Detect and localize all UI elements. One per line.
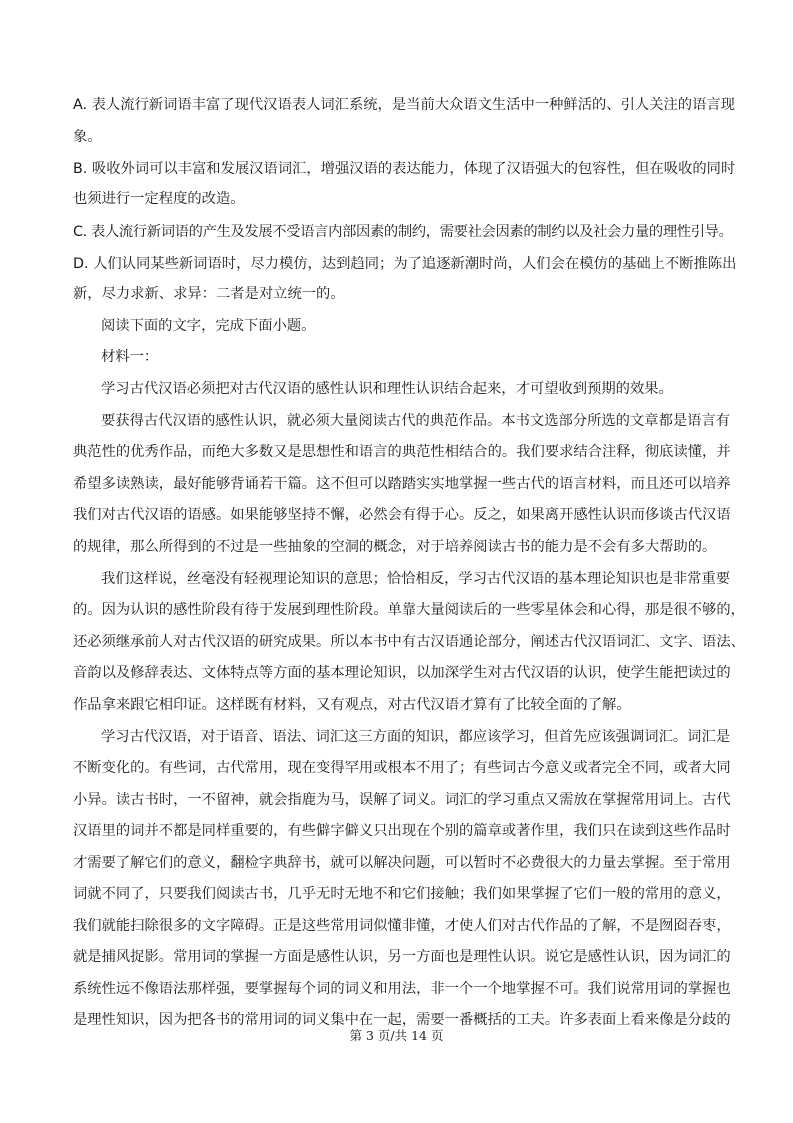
option-a-line-2: 象。 <box>73 129 102 145</box>
paragraph-4-line-9: 系统性远不像语法那样强，要掌握每个词的词义和用法，非一个一个地掌握不可。我们说常用词的掌握也 <box>73 981 731 997</box>
option-d-line-1: D. 人们认同某些新词语时，尽力模仿，达到趋同；为了追逐新潮时尚，人们会在模仿的基础上不断推陈出 <box>73 256 737 272</box>
option-a-line-1: A. 表人流行新词语丰富了现代汉语表人词汇系统，是当前大众语文生活中一种鲜活的、引人关注的语言现 <box>73 97 735 113</box>
paragraph-1-line-1: 学习古代汉语必须把对古代汉语的感性认识和理性认识结合起来，才可望收到预期的效果。 <box>101 381 673 397</box>
paragraph-4-line-6: 词就不同了，只要我们阅读古书，几乎无时无地不和它们接触；我们如果掌握了它们一般的常用的意义， <box>73 886 731 902</box>
paragraph-4-line-7: 我们就能扫除很多的文字障碍。正是这些常用词似懂非懂，才使人们对古代作品的了解，不是囫囵吞枣， <box>73 918 731 934</box>
paragraph-3-line-3: 还必须继承前人对古代汉语的研究成果。所以本书中有古汉语通论部分，阐述古代汉语词汇、文字、语法、 <box>73 634 745 650</box>
paragraph-4-line-5: 才需要了解它们的意义，翻检字典辞书，就可以解决问题，可以暂时不必费很大的力量去掌握。至于常用 <box>73 855 731 871</box>
paragraph-4-line-2: 不断变化的。有些词，古代常用，现在变得罕用或根本不用了；有些词古今意义或者完全不同，或者大同 <box>73 760 731 776</box>
paragraph-4-line-3: 小异。读古书时，一不留神，就会指鹿为马，误解了词义。词汇的学习重点又需放在掌握常用词上。古代 <box>73 792 731 808</box>
material-label: 材料一： <box>101 349 159 365</box>
paragraph-2-line-3: 希望多读熟读，最好能够背诵若干篇。这不但可以踏踏实实地掌握一些古代的语言材料，而且还可以培养 <box>73 476 731 492</box>
paragraph-4-line-8: 就是捕风捉影。常用词的掌握一方面是感性认识，另一方面也是理性认识。说它是感性认识，因为词汇的 <box>73 949 731 965</box>
paragraph-3-line-4: 音韵以及修辞表达、文体特点等方面的基本理论知识，以加深学生对古代汉语的认识，使学生能把读过的 <box>73 665 731 681</box>
paragraph-3-line-2: 的。因为认识的感性阶段有待于发展到理性阶段。单靠大量阅读后的一些零星体会和心得，那是很不够的， <box>73 602 745 618</box>
paragraph-2-line-1: 要获得古代汉语的感性认识，就必须大量阅读古代的典范作品。本书文选部分所选的文章都是语言有 <box>101 413 731 429</box>
paragraph-4-line-1: 学习古代汉语，对于语音、语法、词汇这三方面的知识，都应该学习，但首先应该强调词汇。词汇是 <box>101 729 731 745</box>
option-b-line-1: B. 吸收外词可以丰富和发展汉语词汇，增强汉语的表达能力，体现了汉语强大的包容性，但在吸收的同时 <box>73 161 736 177</box>
paragraph-2-line-5: 的规律，那么所得到的不过是一些抽象的空洞的概念，对于培养阅读古书的能力是不会有多大帮助的。 <box>73 539 717 555</box>
option-c-line-1: C. 表人流行新词语的产生及发展不受语言内部因素的制约，需要社会因素的制约以及社会力量的理性引导。 <box>73 224 733 240</box>
page-footer: 第 3 页/共 14 页 <box>349 1028 444 1043</box>
paragraph-4-line-4: 汉语里的词并不都是同样重要的，有些僻字僻义只出现在个别的篇章或著作里，我们只在读到这些作品时 <box>73 823 731 839</box>
option-b-line-2: 也须进行一定程度的改造。 <box>73 191 245 207</box>
paragraph-3-line-5: 作品拿来跟它相印证。这样既有材料，又有观点，对古代汉语才算有了比较全面的了解。 <box>73 697 631 713</box>
option-d-line-2: 新，尽力求新、求异：二者是对立统一的。 <box>73 286 345 302</box>
paragraph-3-line-1: 我们这样说，丝毫没有轻视理论知识的意思；恰恰相反，学习古代汉语的基本理论知识也是非常重要 <box>101 571 731 587</box>
paragraph-2-line-2: 典范性的优秀作品，而绝大多数又是思想性和语言的典范性相结合的。我们要求结合注释，彻底读懂，并 <box>73 444 731 460</box>
paragraph-4-line-10: 是理性知识，因为把各书的常用词的词义集中在一起，需要一番概括的工夫。许多表面上看来像是分歧的 <box>73 1012 731 1028</box>
paragraph-2-line-4: 我们对古代汉语的语感。如果能够坚持不懈，必然会有得于心。反之，如果离开感性认识而侈谈古代汉语 <box>73 507 731 523</box>
reading-instruction: 阅读下面的文字，完成下面小题。 <box>101 318 316 334</box>
